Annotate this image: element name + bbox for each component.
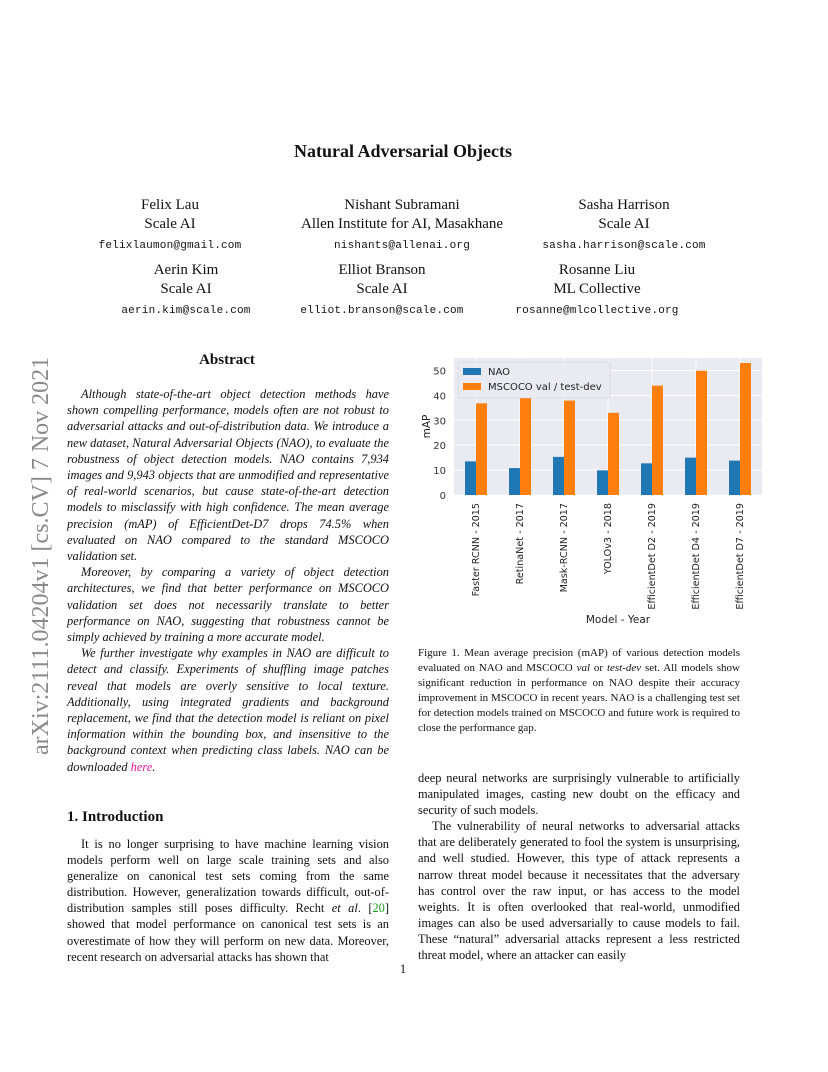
bar-mscoco xyxy=(520,397,531,495)
x-tick-label: YOLOv3 - 2018 xyxy=(603,503,614,575)
author-name: Sasha Harrison xyxy=(578,197,670,213)
x-tick-label: EfficientDet D2 - 2019 xyxy=(647,503,658,610)
legend-label: NAO xyxy=(488,367,511,378)
author-email[interactable]: felixlaumon@gmail.com xyxy=(98,240,242,252)
body-paragraph: The vulnerability of neural networks to adversarial attacks that are deliberately generated to fool the system is unsurprising, and well studied. However, this type of attack represents a narrow threat model because it necessitates that the adversary has control over the raw input, or has access to the model weights. It is often overlooked that real-world, unmodified images can also be used adversarially to cause models to fail. These “natural” adversarial attacks represent a less restricted threat model, where an attacker can easily xyxy=(418,819,740,963)
chart-svg xyxy=(418,350,816,640)
author-name: Felix Lau xyxy=(141,197,199,213)
bar-mscoco xyxy=(476,403,487,495)
abstract-paragraph: Although state-of-the-art object detection methods have shown compelling performance, models often are not robust to adversarial attacks and out-of-distribution data. We introduce a new dataset, Natural Adversarial Objects (NAO), to evaluate the robustness of object detection models. NAO contains 7,934 images and 9,943 objects that are unmodified and representative of real-world scenarios, but cause state-of-the-art detection models to misclassify with high confidence. The mean average precision (mAP) of EfficientDet-D7 drops 74.5% when evaluated on NAO compared to the standard MSCOCO validation set. xyxy=(67,387,389,564)
map-bar-chart xyxy=(418,350,816,640)
page-number: 1 xyxy=(399,962,407,976)
author-affiliation: Scale AI xyxy=(598,216,650,232)
caption-text: set. All models show significant reduction in performance on NAO despite their accuracy improvement in MSCOCO in recent years. NAO is a challenging test set for detection models trained on MSCOCO and future work is required to close the performance gap. xyxy=(418,662,741,734)
y-tick-label: 0 xyxy=(439,491,446,502)
bar-mscoco xyxy=(652,386,663,495)
x-tick-label: EfficientDet D7 - 2019 xyxy=(735,503,746,610)
author-email[interactable]: nishants@allenai.org xyxy=(333,240,471,252)
intro-paragraph xyxy=(67,836,389,965)
y-tick-label: 20 xyxy=(433,441,446,453)
author-block xyxy=(497,261,697,321)
abstract-text: . xyxy=(152,759,156,774)
paper-title: Natural Adversarial Objects xyxy=(294,141,512,161)
caption-text: val xyxy=(576,662,591,674)
download-link[interactable]: here xyxy=(130,759,153,774)
author-affiliation: ML Collective xyxy=(553,281,641,297)
legend-swatch xyxy=(463,383,481,390)
arxiv-identifier: arXiv:2111.04204v1 [cs.CV] 7 Nov 2021 xyxy=(28,356,54,755)
author-name: Aerin Kim xyxy=(153,262,219,278)
citation-link[interactable]: 20 xyxy=(372,901,385,916)
author-block xyxy=(524,196,724,256)
caption-text: Figure 1. Mean average precision (mAP) of various detection models evaluated on NAO and MSCOCO xyxy=(418,647,740,674)
author-name: Nishant Subramani xyxy=(344,197,460,213)
bar-nao xyxy=(641,463,652,495)
abstract-paragraph xyxy=(67,645,389,775)
bar-nao xyxy=(685,458,696,495)
figure-caption xyxy=(418,646,740,736)
body-paragraph: deep neural networks are surprisingly vulnerable to artificially manipulated images, casting new doubt on the efficacy and security of such models. xyxy=(418,771,740,818)
x-tick-label: Faster RCNN - 2015 xyxy=(471,503,482,597)
author-affiliation: Scale AI xyxy=(144,216,196,232)
arxiv-stamp xyxy=(14,290,60,760)
author-affiliation: Scale AI xyxy=(356,281,408,297)
author-email[interactable]: sasha.harrison@scale.com xyxy=(542,240,706,252)
y-tick-label: 50 xyxy=(433,366,446,378)
intro-text: et al xyxy=(331,901,358,916)
abstract-heading: Abstract xyxy=(199,352,255,368)
abstract-body xyxy=(67,386,389,775)
intro-text: It is no longer surprising to have machine learning vision models perform well on large scale training sets and also generalize on canonical test sets coming from the same distribution. However, generalization towards difficult, out-of-distribution samples still poses difficulty. Recht xyxy=(67,837,389,916)
bar-mscoco xyxy=(564,401,575,495)
y-tick-label: 10 xyxy=(433,466,446,478)
author-email[interactable]: elliot.branson@scale.com xyxy=(300,305,464,317)
bar-nao xyxy=(729,461,740,495)
x-tick-label: RetinaNet - 2017 xyxy=(515,503,526,585)
bar-mscoco xyxy=(740,363,751,495)
caption-text: test-dev xyxy=(606,662,642,674)
author-email[interactable]: aerin.kim@scale.com xyxy=(121,305,251,317)
caption-text: or xyxy=(590,662,607,674)
author-name: Rosanne Liu xyxy=(558,262,636,278)
bar-nao xyxy=(465,461,476,495)
author-email[interactable]: rosanne@mlcollective.org xyxy=(515,305,679,317)
section-heading: 1. Introduction xyxy=(67,809,164,825)
y-tick-label: 40 xyxy=(433,391,446,403)
author-block xyxy=(70,196,270,256)
intro-body xyxy=(67,836,389,965)
abstract-text: We further investigate why examples in NAO are difficult to detect and classify. Experiments of shuffling image patches reveal that models are overly sensitive to local texture. Additionally, using integrated gradients and background replacement, we find that the detection model is reliant on pixel information within the bounding box, and insensitive to the background context when predicting class labels. NAO can be downloaded xyxy=(67,646,389,774)
author-name: Elliot Branson xyxy=(338,262,426,278)
author-block xyxy=(86,261,286,321)
legend-swatch xyxy=(463,368,481,375)
x-tick-label: Mask-RCNN - 2017 xyxy=(559,503,570,593)
x-axis-label: Model - Year xyxy=(585,614,651,626)
abstract-paragraph: Moreover, by comparing a variety of object detection architectures, we find that better performance on MSCOCO validation set does not necessarily translate to better performance on NAO, suggesting that robustness cannot be simply achieved by training a more accurate model. xyxy=(67,565,389,645)
bar-mscoco xyxy=(696,371,707,495)
author-block xyxy=(262,261,502,321)
bar-nao xyxy=(553,457,564,495)
bar-mscoco xyxy=(608,413,619,495)
intro-text: . [ xyxy=(357,901,373,916)
body-text-right xyxy=(418,770,740,963)
author-affiliation: Scale AI xyxy=(160,281,212,297)
intro-text: ] showed that model performance on canonical test sets is an overestimate of how they will perform on new data. Moreover, recent research on adversarial attacks has shown that xyxy=(67,901,389,964)
legend-label: MSCOCO val / test-dev xyxy=(488,382,602,393)
bar-nao xyxy=(509,468,520,495)
author-block xyxy=(262,196,542,256)
y-axis-label: mAP xyxy=(421,414,433,439)
author-affiliation: Allen Institute for AI, Masakhane xyxy=(300,216,504,232)
y-tick-label: 30 xyxy=(433,416,446,428)
x-tick-label: EfficientDet D4 - 2019 xyxy=(691,503,702,610)
bar-nao xyxy=(597,470,608,495)
